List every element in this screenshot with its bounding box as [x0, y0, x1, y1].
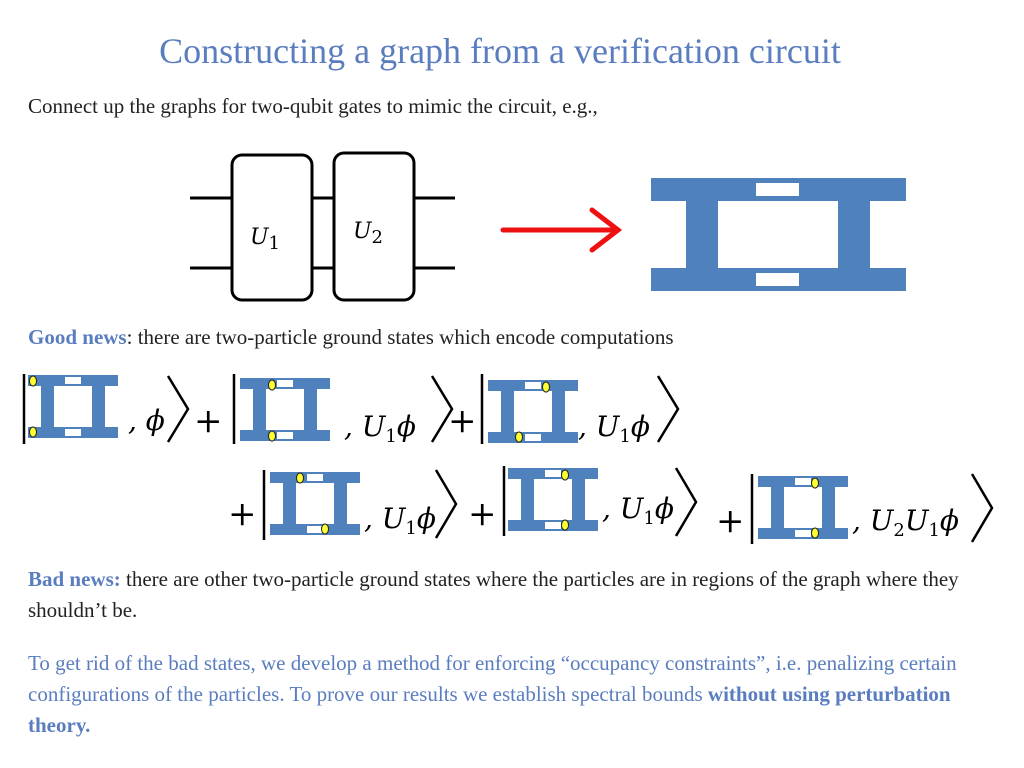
slide-subtitle: Connect up the graphs for two-qubit gates to mimic the circuit, e.g.,: [28, 94, 598, 118]
particle-icon: [269, 431, 276, 441]
svg-text:, U2U1ϕ: , $U_2U_1\phi$: [852, 504, 960, 541]
slide-title: Constructing a graph from a verification circuit: [159, 31, 841, 71]
ket-2: [234, 374, 452, 447]
ket-6: [752, 474, 992, 544]
gate-u2-label: $U_2$: [353, 219, 383, 248]
gate-u1-box: [232, 155, 312, 300]
plus-sign: +: [194, 401, 223, 441]
plus-sign: +: [716, 501, 745, 541]
svg-text:, U1ϕ: , $U_1\phi$: [344, 410, 416, 447]
ket-1: [24, 374, 188, 444]
svg-text:, U1ϕ: , $U_1\phi$: [578, 410, 650, 447]
gate-u1-label: $U_1$: [250, 225, 280, 254]
particle-icon: [543, 382, 550, 392]
particle-icon: [562, 520, 569, 530]
svg-text:, ϕ: , ϕ: [128, 404, 165, 437]
particle-icon: [30, 376, 37, 386]
particle-icon: [30, 427, 37, 437]
circuit-diagram: [0, 140, 1024, 310]
good-news: Good news: there are two-particle ground states which encode computations: [28, 325, 674, 349]
ket-4: [264, 470, 456, 540]
large-graph-gap-top: [755, 182, 800, 197]
plus-sign: +: [468, 494, 497, 534]
svg-text:, U1ϕ: , $U_1\phi$: [602, 492, 674, 529]
bad-news: Bad news: there are other two-particle ground states where the particles are in regions of the graph where they shouldn’t be.: [28, 567, 959, 622]
ket-3: [482, 374, 678, 447]
arrow-icon: [503, 210, 618, 250]
plus-sign: +: [228, 494, 257, 534]
svg-text:, U1ϕ: , $U_1\phi$: [364, 502, 436, 539]
particle-icon: [322, 524, 329, 534]
conclusion: To get rid of the bad states, we develop a method for enforcing “occupancy constraints”, i.e. penalizing certain configurations of the particles. To prove our results we establish spectral bounds without using perturbation theory.: [28, 651, 957, 737]
particle-icon: [812, 478, 819, 488]
particle-icon: [516, 432, 523, 442]
particle-icon: [562, 470, 569, 480]
particle-icon: [297, 473, 304, 483]
ket-5: [504, 466, 696, 536]
plus-sign: +: [448, 401, 477, 441]
particle-icon: [812, 528, 819, 538]
large-graph-gap-bottom: [755, 272, 800, 287]
particle-icon: [269, 380, 276, 390]
ket-equation: [0, 360, 1024, 550]
